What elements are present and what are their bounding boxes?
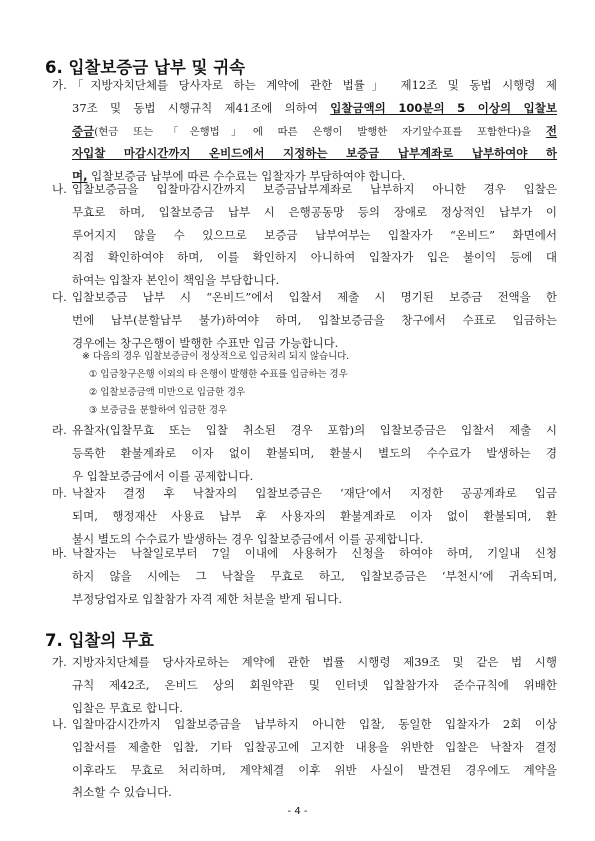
item-marker: 다.	[52, 290, 67, 304]
item-line: 직접 확인하여야 하며, 이를 확인하지 아니하여 입찰자가 입은 불이익 등에 대	[72, 250, 557, 265]
item-line: 입찰마감시간까지 입찰보증금을 납부하지 아니한 입찰, 동일한 입찰자가 2회 이상	[72, 717, 557, 731]
item-line: 며, 입찰보증금 납부에 따른 수수료는 입찰자가 부담하여야 합니다.	[72, 169, 406, 184]
item-line: 입찰서를 제출한 입찰, 기타 입찰공고에 고지한 내용을 위반한 입찰은 낙찰자 결정	[72, 739, 557, 754]
item-line: 무효로 하며, 입찰보증금 납부 시 은행공동망 등의 장애로 정상적인 납부가 이	[72, 204, 557, 219]
section-7-title: 7. 입찰의 무효	[45, 631, 154, 650]
item-marker: 가.	[52, 655, 67, 669]
item-line: 증금(현금 또는 「은행법」에 따른 은행이 발행한 자기앞수표를 포함한다)을 전	[72, 123, 557, 138]
item-marker: 나.	[52, 182, 67, 196]
item-line: 번에 납부(분할납부 불가)하여야 하며, 입찰보증금을 창구에서 수표로 입금하는	[72, 312, 557, 327]
item-line: 하여는 입찰자 본인이 책임을 부담합니다.	[72, 273, 280, 288]
item-line: 등록한 환불계좌로 이자 없이 환불되며, 환불시 별도의 수수료가 발생하는 경	[72, 445, 557, 460]
emphasis-text: 증금	[72, 123, 95, 138]
section-6-item-da	[52, 286, 557, 354]
item-marker: 바.	[52, 546, 67, 560]
item-line: 부정당업자로 입찰참가 자격 제한 처분을 받게 됩니다.	[72, 591, 342, 606]
item-line: 이후라도 무효로 처리하며, 계약체결 이후 위반 사실이 발견된 경우에도 계약을	[72, 762, 557, 777]
note-item: ③ 보증금을 분할하여 입금한 경우	[89, 405, 228, 416]
item-marker: 가.	[52, 78, 67, 92]
item-line: 우 입찰보증금에서 이를 공제합니다.	[72, 468, 254, 483]
item-line: 입찰은 무효로 합니다.	[72, 700, 183, 715]
item-marker: 나.	[52, 717, 67, 731]
item-line: 불시 별도의 수수료가 발생하는 경우 입찰보증금에서 이를 공제합니다.	[72, 531, 424, 546]
section-7-item-ga	[52, 651, 557, 719]
section-7-item-na	[52, 713, 557, 804]
section-6-title: 6. 입찰보증금 납부 및 귀속	[45, 58, 246, 77]
item-line: 취소할 수 있습니다.	[72, 785, 172, 800]
item-line: 하지 않을 시에는 그 낙찰을 무효로 하고, 입찰보증금은 ‘부천시’에 귀속되며,	[72, 568, 557, 583]
note-item: ② 입찰보증금액 미만으로 입금한 경우	[89, 387, 246, 398]
item-line: 37조 및 동법 시행규칙 제41조에 의하여 입찰금액의 100분의 5 이상의 입찰보	[72, 100, 557, 115]
section-6-item-ga	[52, 74, 557, 188]
item-marker: 라.	[52, 423, 67, 437]
item-marker: 마.	[52, 486, 67, 500]
emphasis-text: 입찰금액의 100분의 5 이상의 입찰보	[330, 100, 557, 115]
item-line: 규칙 제42조, 온비드 상의 회원약관 및 인터넷 입찰참가자 준수규칙에 위배한	[72, 677, 557, 692]
item-line: 유찰자(입찰무효 또는 입찰 취소된 경우 포함)의 입찰보증금은 입찰서 제출 시	[72, 423, 557, 437]
section-6-item-ra	[52, 419, 557, 487]
item-line: 입찰보증금 납부 시 “온비드”에서 입찰서 제출 시 명기된 보증금 전액을 한	[72, 290, 557, 304]
deposit-note	[82, 348, 349, 420]
item-line: 입찰보증금을 입찰마감시간까지 보증금납부계좌로 납부하지 아니한 경우 입찰은	[72, 182, 557, 196]
emphasis-text: 자입찰 마감시간까지 온비드에서 지정하는 보증금 납부계좌로 납부하여야 하	[72, 146, 557, 161]
item-line: 지방자치단체를 당사자로하는 계약에 관한 법률 시행령 제39조 및 같은 법 시행	[72, 655, 557, 669]
emphasis-text: 전	[545, 123, 557, 138]
section-6-item-na	[52, 178, 557, 292]
item-line: 루어지지 않을 수 있으므로 보증금 납부여부는 입찰자가 “온비드” 화면에서	[72, 227, 557, 242]
section-6-item-ba	[52, 542, 557, 610]
item-line: 되며, 행정재산 사용료 납부 후 사용자의 환불계좌로 이자 없이 환불되며, 환	[72, 508, 557, 523]
emphasis-text: 며,	[72, 169, 88, 184]
page-number: - 4 -	[287, 806, 308, 817]
item-line: 낙찰자는 낙찰일로부터 7일 이내에 사용허가 신청을 하여야 하며, 기일내 신청	[72, 546, 557, 560]
note-heading: ※ 다음의 경우 입찰보증금이 정상적으로 입금처리 되지 않습니다.	[82, 351, 350, 362]
section-6-item-ma	[52, 482, 557, 550]
item-line: 「지방자치단체를 당사자로 하는 계약에 관한 법률」 제12조 및 동법 시행령 제	[72, 78, 557, 92]
item-line: 경우에는 창구은행이 발행한 수표만 입금 가능합니다.	[72, 335, 339, 350]
note-item: ① 입금창구은행 이외의 타 은행이 발행한 수표를 입금하는 경우	[89, 369, 348, 380]
item-line: 낙찰자 결정 후 낙찰자의 입찰보증금은 ‘재단’에서 지정한 공공계좌로 입금	[72, 486, 557, 500]
